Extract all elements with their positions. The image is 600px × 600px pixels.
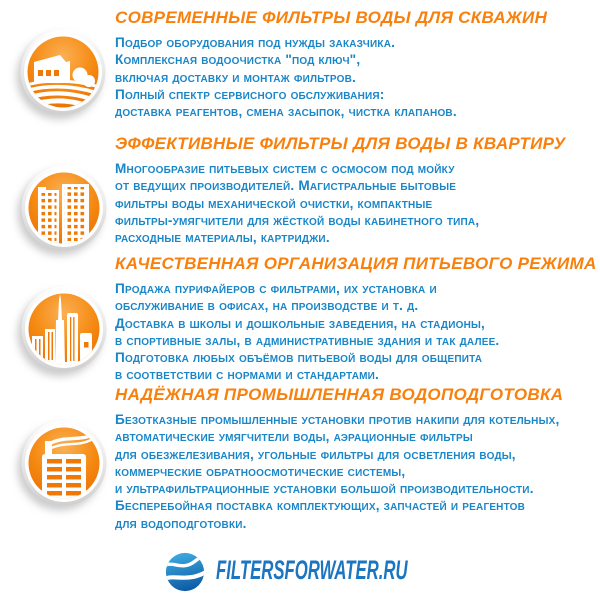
body-line: Бесперебойная поставка комплектующих, запчастей и реагентов (115, 498, 526, 514)
body-line: фильтры воды механической очистки, компактные (115, 195, 433, 211)
section-industrial (115, 385, 597, 532)
city-skyline-icon-svg (21, 286, 107, 372)
body-line: коммерческие обратноосмотические системы, (115, 463, 406, 479)
body-line: автоматические умягчители воды, аэрационные фильтры (115, 429, 473, 445)
section-heading: СОВРЕМЕННЫЕ ФИЛЬТРЫ ВОДЫ ДЛЯ СКВАЖИН (115, 8, 548, 27)
body-line: расходные материалы, картриджи. (115, 230, 330, 246)
body-line: и ультрафильтрационные установки большой производительности. (115, 481, 534, 497)
body-line: Комплексная водоочистка "под ключ", (115, 52, 361, 68)
water-wave-icon-svg (164, 551, 206, 593)
section-heading: ЭФФЕКТИВНЫЕ ФИЛЬТРЫ ДЛЯ ВОДЫ В КВАРТИРУ (115, 134, 566, 153)
body-line: Подготовка любых объёмов питьевой воды для общепита (115, 350, 483, 366)
city-skyline-icon (21, 286, 107, 372)
farm-icon-svg (20, 29, 106, 115)
body-line: Продажа пурифайеров с фильтрами, их установка и (115, 281, 437, 296)
section-heading: НАДЁЖНАЯ ПРОМЫШЛЕННАЯ ВОДОПОДГОТОВКА (115, 385, 564, 404)
water-wave-icon (164, 551, 206, 593)
body-line: для обезжелезивания, угольные фильтры для осветления воды, (115, 446, 516, 462)
section-body (115, 411, 597, 532)
section-body (115, 160, 597, 246)
site-logo[interactable] (0, 548, 600, 594)
body-line: включая доставку и монтаж фильтров. (115, 69, 357, 85)
factory-icon (21, 420, 107, 506)
apartment-buildings-icon (21, 165, 107, 251)
site-logo-text: FILTERSFORWATER.RU (216, 555, 408, 585)
body-line: Доставка в школы и дошкольные заведения, на стадионы, (115, 315, 485, 331)
factory-icon-svg (21, 420, 107, 506)
section-body (115, 280, 597, 384)
body-line: Многообразие питьевых систем с осмосом под мойку (115, 161, 455, 176)
body-line: фильтры-умягчители для жёсткой воды кабинетного типа, (115, 212, 480, 228)
body-line: Безотказные промышленные установки против накипи для котельных, (115, 412, 560, 427)
farm-icon (20, 29, 106, 115)
section-apartment (115, 134, 597, 246)
body-line: в соответствии с нормами и стандартами. (115, 367, 380, 383)
body-line: от ведущих производителей. Магистральные бытовые (115, 178, 457, 194)
section-wells (115, 8, 597, 120)
body-line: в спортивные залы, в административные здания и так далее. (115, 332, 500, 348)
section-heading: КАЧЕСТВЕННАЯ ОРГАНИЗАЦИЯ ПИТЬЕВОГО РЕЖИМА (115, 254, 597, 273)
apartment-buildings-icon-svg (21, 165, 107, 251)
section-body (115, 34, 597, 120)
body-line: доставка реагентов, смена засыпок, чистка клапанов. (115, 104, 457, 120)
body-line: Полный спектр сервисного обслуживания: (115, 86, 385, 102)
body-line: для водоподготовки. (115, 515, 247, 531)
body-line: обслуживание в офисах, на производстве и т. д. (115, 298, 419, 314)
body-line: Подбор оборудования под нужды заказчика. (115, 35, 396, 50)
section-drinking-regime (115, 254, 597, 384)
